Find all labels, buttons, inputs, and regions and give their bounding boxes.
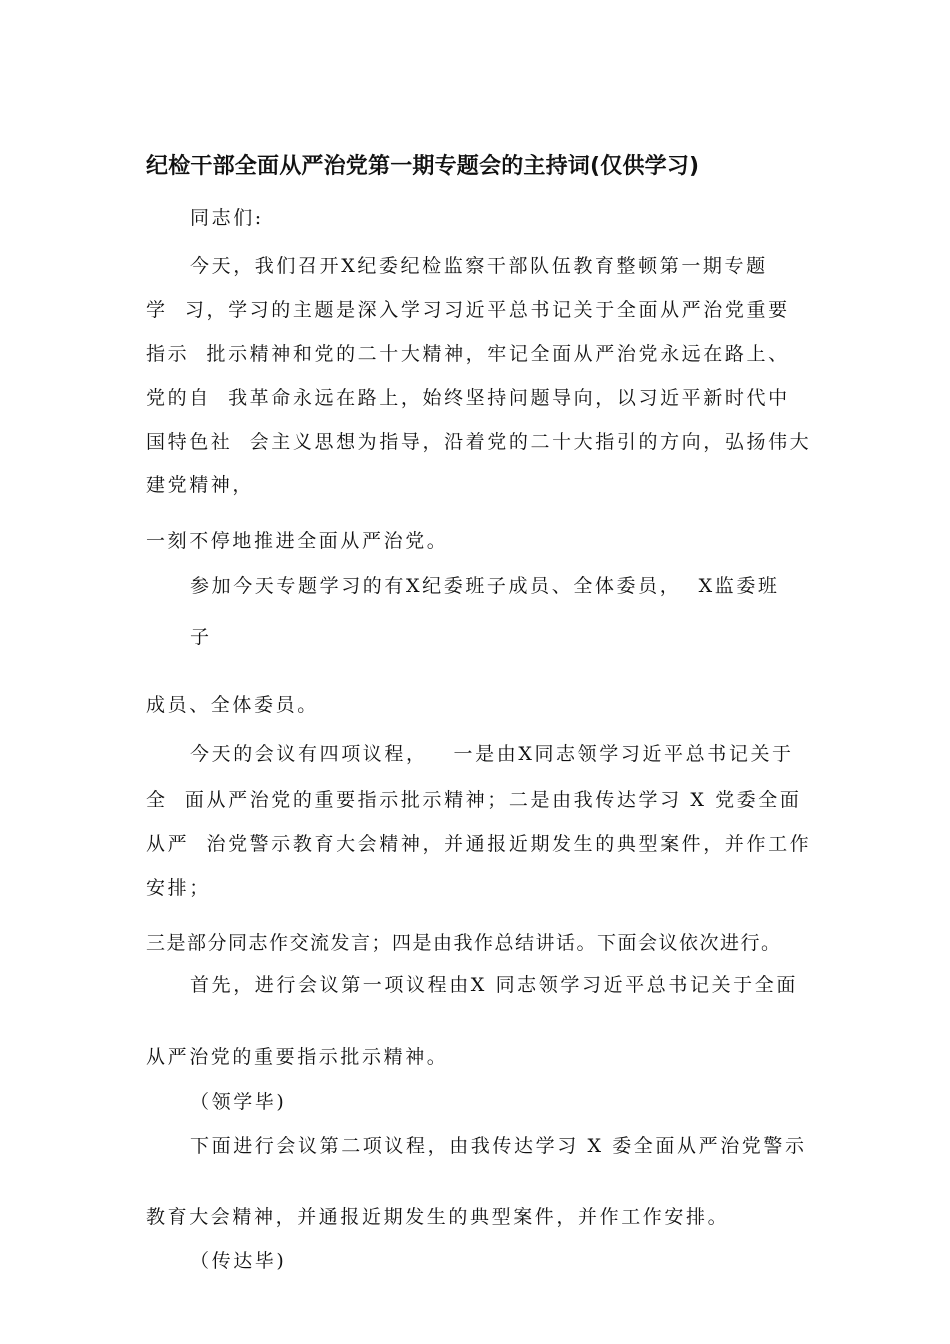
paragraph-line: 教育大会精神，并通报近期发生的典型案件，并作工作安排。	[146, 1206, 730, 1228]
paragraph-line: 全 面从严治党的重要指示批示精神；二是由我传达学习 X 党委全面	[146, 789, 802, 811]
paragraph-line: （传达毕)	[190, 1250, 287, 1272]
paragraph-line: 国特色社 会主义思想为指导，沿着党的二十大指引的方向，弘扬伟大	[146, 431, 812, 453]
document-title: 纪检干部全面从严治党第一期专题会的主持词(仅供学习)	[146, 154, 700, 179]
paragraph-line: 参加今天专题学习的有X纪委班子成员、全体委员， X监委班	[190, 575, 780, 597]
paragraph-line: 今天，我们召开X纪委纪检监察干部队伍教育整顿第一期专题	[190, 255, 768, 277]
paragraph-line: （领学毕)	[190, 1091, 287, 1113]
paragraph-line: 子	[190, 626, 212, 648]
paragraph-line: 建党精神，	[146, 474, 255, 496]
paragraph-line: 安排；	[146, 877, 211, 899]
salutation-line: 同志们:	[190, 207, 264, 229]
paragraph-line: 今天的会议有四项议程， 一是由X同志领学习近平总书记关于	[190, 743, 794, 765]
paragraph-line: 成员、全体委员。	[146, 694, 319, 716]
paragraph-line: 首先，进行会议第一项议程由X 同志领学习近平总书记关于全面	[190, 974, 798, 996]
paragraph-line: 从严 治党警示教育大会精神，并通报近期发生的典型案件，并作工作	[146, 833, 812, 855]
paragraph-line: 三是部分同志作交流发言；四是由我作总结讲话。下面会议依次进行。	[146, 932, 782, 954]
paragraph-line: 一刻不停地推进全面从严治党。	[146, 530, 449, 552]
paragraph-line: 下面进行会议第二项议程，由我传达学习 X 委全面从严治党警示	[190, 1135, 807, 1157]
paragraph-line: 指示 批示精神和党的二十大精神，牢记全面从严治党永远在路上、	[146, 343, 790, 365]
paragraph-line: 学 习，学习的主题是深入学习习近平总书记关于全面从严治党重要	[146, 299, 790, 321]
paragraph-line: 从严治党的重要指示批示精神。	[146, 1046, 449, 1068]
paragraph-line: 党的自 我革命永远在路上，始终坚持问题导向，以习近平新时代中	[146, 387, 790, 409]
